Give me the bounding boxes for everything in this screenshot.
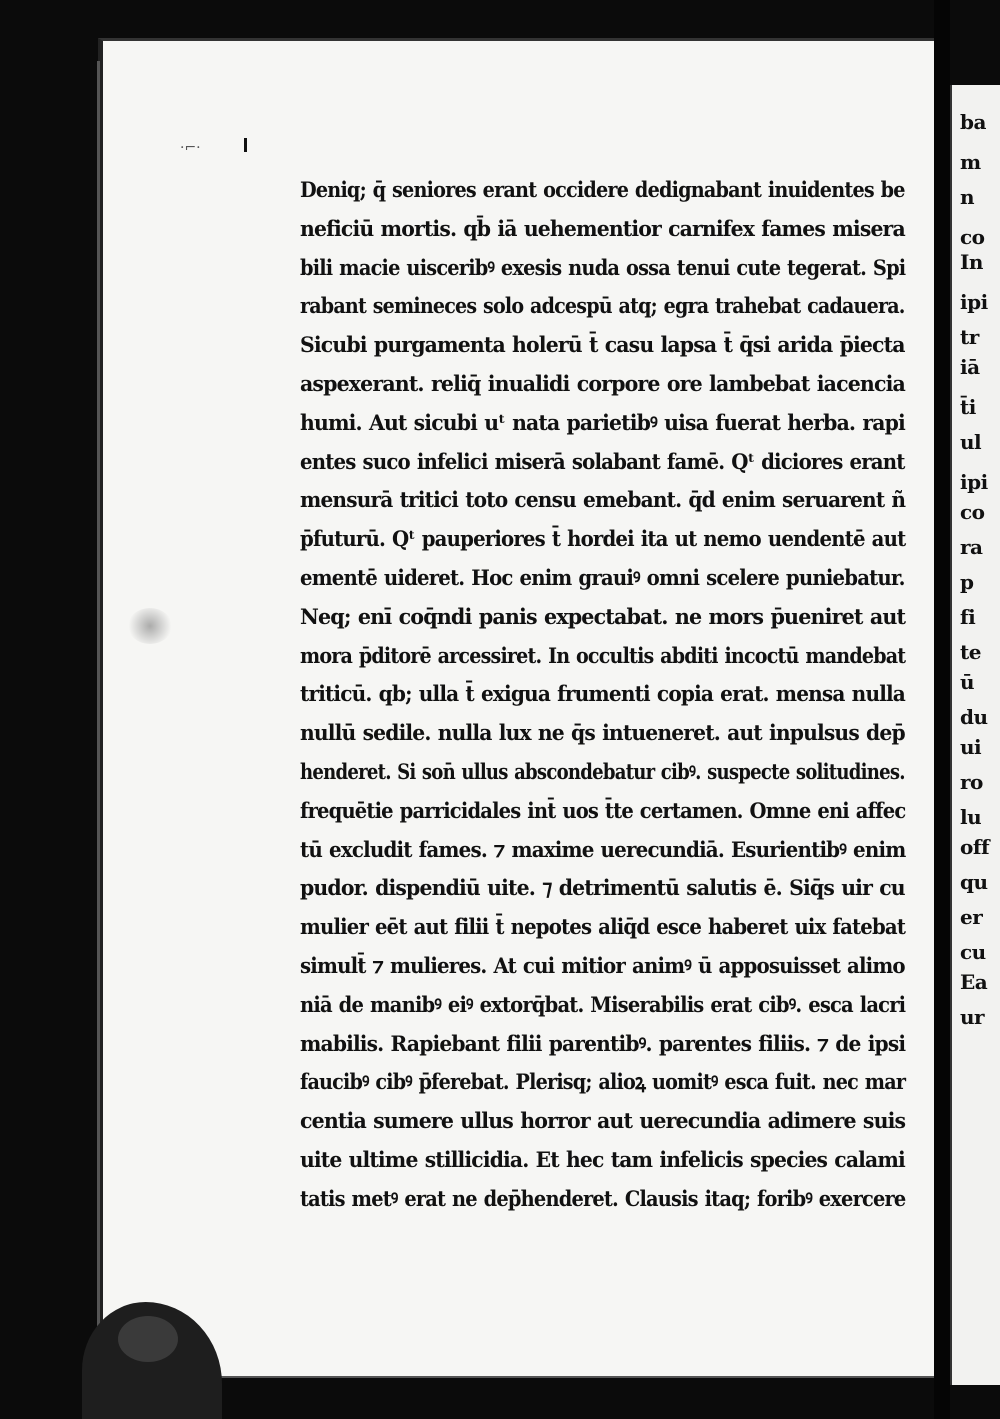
folio-mark: ·⌐· — [180, 140, 201, 156]
facing-text-fragment: In — [960, 250, 983, 274]
text-line: mora p̄ditorē arcessiret. In occultis abditi incoctū mandebat — [300, 643, 906, 669]
text-line: henderet. Si son̄ ullus abscondebatur cibꝰ. suspecte solitudines. — [300, 759, 905, 785]
text-line: bili macie uisceribꝰ exesis nuda ossa tenui cute tegerat. Spi — [300, 255, 906, 281]
text-line: centia sumere ullus horror aut uerecundia adimere suis — [300, 1109, 906, 1135]
text-line: aspexerant. reliq̄ inualidi corpore ore lambebat iacencia — [300, 371, 905, 397]
text-line: simult̄ ⁊ mulieres. At cui mitior animꝰ ū apposuisset alimo — [300, 953, 905, 979]
facing-text-fragment: n — [960, 185, 975, 209]
text-line: neficiū mortis. qb̄ iā uehementior carnifex fames misera — [300, 216, 905, 242]
facing-text-fragment: co — [960, 225, 985, 249]
text-line: mulier eēt aut filii t̄ nepotes aliq̄d esce haberet uix fatebat — [300, 915, 906, 941]
text-line: frequētie parricidales int̄ uos t̄te certamen. Omne eni affec — [300, 798, 906, 824]
facing-page — [950, 85, 1000, 1385]
text-line: tū excludit fames. ⁊ maxime uerecundiā. Esurientibꝰ enim — [300, 837, 906, 863]
facing-text-fragment: Ea — [960, 970, 988, 994]
facing-text-fragment: ipi — [960, 290, 988, 314]
facing-text-fragment: p — [960, 570, 974, 594]
facing-text-fragment: ba — [960, 110, 986, 134]
text-line: faucibꝰ cibꝰ p̄ferebat. Plerisq; alioꝝ uomitꝰ esca fuit. nec mar — [300, 1070, 906, 1096]
text-line: mensurā tritici toto censu emebant. q̄d enim seruarent ñ — [300, 488, 906, 514]
facing-text-fragment: tr — [960, 325, 979, 349]
text-line: nullū sedile. nulla lux ne q̄s intueneret. aut inpulsus dep̄ — [300, 721, 905, 747]
text-line: pudor. dispendiū uite. ⁊ detrimentū salutis ē. Siq̄s uir cu — [300, 876, 905, 902]
facing-text-fragment: off — [960, 835, 990, 859]
facing-text-fragment: ipi — [960, 470, 988, 494]
text-line: humi. Aut sicubi uᵗ nata parietibꝰ uisa fuerat herba. rapi — [300, 410, 905, 436]
text-line: uite ultime stillicidia. Et hec tam infelicis species calami — [300, 1147, 905, 1173]
facing-text-fragment: lu — [960, 805, 982, 829]
facing-text-fragment: qu — [960, 870, 988, 894]
book-gutter — [934, 0, 950, 1419]
facing-text-fragment: ro — [960, 770, 983, 794]
text-line: Sicubi purgamenta holerū t̄ casu lapsa t̄ q̄si arida p̄iecta — [300, 333, 905, 359]
facing-text-fragment: t̄i — [960, 395, 976, 419]
text-line: Deniq; q̄ seniores erant occidere dedignabant inuidentes be — [300, 178, 905, 203]
tick-mark — [244, 138, 247, 152]
text-line: mabilis. Rapiebant filii parentibꝰ. parentes filiis. ⁊ de ipsi — [300, 1031, 906, 1057]
facing-text-fragment: ui — [960, 735, 982, 759]
text-line: Neq; enī coq̄ndi panis expectabat. ne mors p̄ueniret aut — [300, 604, 906, 630]
text-line: ementē uideret. Hoc enim grauiꝰ omni scelere puniebatur. — [300, 565, 905, 591]
facing-text-fragment: m — [960, 150, 981, 174]
facing-text-fragment: iā — [960, 355, 980, 379]
facing-text-fragment: te — [960, 640, 981, 664]
text-line: triticū. qb; ulla t̄ exigua frumenti copia erat. mensa nulla — [300, 682, 905, 708]
thumbnail-nail — [118, 1316, 178, 1362]
facing-text-fragment: co — [960, 500, 985, 524]
facing-text-fragment: er — [960, 905, 983, 929]
facing-text-fragment: du — [960, 705, 988, 729]
text-line: niā de manibꝰ eiꝰ extorq̄bat. Miserabilis erat cibꝰ. esca lacri — [300, 992, 906, 1018]
facing-text-fragment: ur — [960, 1005, 985, 1029]
text-line: entes suco infelici miserā solabant famē. Qᵗ diciores erant — [300, 449, 905, 475]
facing-text-fragment: ul — [960, 430, 982, 454]
text-line: p̄futurū. Qᵗ pauperiores t̄ hordei ita ut nemo uendentē aut — [300, 527, 906, 553]
facing-text-fragment: cu — [960, 940, 986, 964]
text-line: tatis metꝰ erat ne dep̄henderet. Clausis itaq; foribꝰ exercere — [300, 1186, 906, 1212]
facing-text-fragment: ra — [960, 535, 983, 559]
facing-text-fragment: fi — [960, 605, 976, 629]
facing-text-fragment: ū — [960, 670, 975, 694]
stain-spot — [128, 608, 172, 644]
text-line: rabant semineces solo adcespū atq; egra trahebat cadauera. — [300, 294, 905, 320]
text-block — [300, 172, 910, 1212]
